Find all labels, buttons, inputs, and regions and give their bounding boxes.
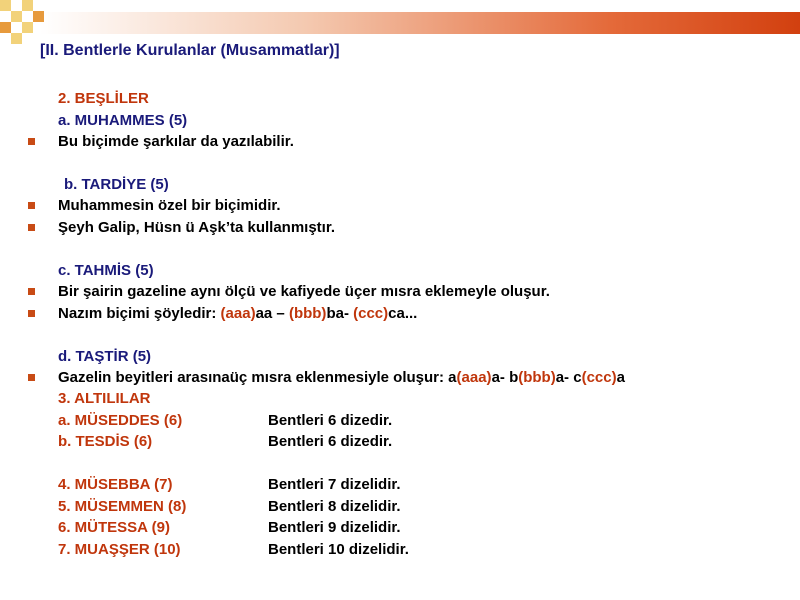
- item-muasser-desc: Bentleri 10 dizelidir.: [268, 541, 409, 558]
- bullet-marker: [28, 202, 35, 209]
- subheading-muhammes: a. MUHAMMES (5): [58, 112, 188, 129]
- section-besliler: 2. BEŞLİLER: [58, 90, 149, 107]
- pattern-text: a: [616, 369, 625, 386]
- item-museddes-desc: Bentleri 6 dizedir.: [268, 412, 393, 429]
- pattern-highlight: (aaa): [220, 305, 256, 322]
- subheading-tahmis: c. TAHMİS (5): [58, 262, 154, 279]
- pattern-text: a- c: [555, 369, 582, 386]
- pattern-text: a- b: [491, 369, 519, 386]
- item-tesdis-desc: Bentleri 6 dizedir.: [268, 433, 393, 450]
- pattern-highlight: (aaa): [456, 369, 492, 386]
- pattern-text: ba-: [326, 305, 354, 322]
- item-mutessa: 6. MÜTESSA (9): [58, 519, 170, 536]
- item-musebba-desc: Bentleri 7 dizelidir.: [268, 476, 401, 493]
- bullet-text: Bu biçimde şarkılar da yazılabilir.: [58, 133, 294, 150]
- bullet-text-pattern: [58, 369, 625, 386]
- bullet-text: Muhammesin özel bir biçimidir.: [58, 197, 281, 214]
- item-mutessa-desc: Bentleri 9 dizelidir.: [268, 519, 401, 536]
- bullet-text: Şeyh Galip, Hüsn ü Aşk’ta kullanmıştır.: [58, 219, 336, 236]
- section-altililar: 3. ALTILILAR: [58, 390, 151, 407]
- corner-checker-decoration: [0, 0, 60, 46]
- bullet-marker: [28, 138, 35, 145]
- bullet-text-pattern: [58, 305, 417, 322]
- pattern-text: Gazelin beyitleri arasınaüç mısra eklenmesiyle oluşur: a: [58, 369, 457, 386]
- bullet-marker: [28, 224, 35, 231]
- bullet-marker: [28, 288, 35, 295]
- pattern-text: Nazım biçimi şöyledir:: [58, 305, 221, 322]
- item-tesdis: b. TESDİS (6): [58, 433, 153, 450]
- item-muasser: 7. MUAŞŞER (10): [58, 541, 181, 558]
- subheading-tastir: d. TAŞTİR (5): [58, 348, 152, 365]
- pattern-text: ca...: [388, 305, 418, 322]
- item-musemmen-desc: Bentleri 8 dizelidir.: [268, 498, 401, 515]
- pattern-text: aa –: [255, 305, 289, 322]
- bullet-text: Bir şairin gazeline aynı ölçü ve kafiyede üçer mısra eklemeyle oluşur.: [58, 283, 550, 300]
- pattern-highlight: (ccc): [353, 305, 389, 322]
- pattern-highlight: (ccc): [581, 369, 617, 386]
- pattern-highlight: (bbb): [288, 305, 327, 322]
- subheading-tardiye: b. TARDİYE (5): [64, 176, 169, 193]
- item-musemmen: 5. MÜSEMMEN (8): [58, 498, 187, 515]
- slide-title: [II. Bentlerle Kurulanlar (Musammatlar)]: [40, 42, 340, 59]
- bullet-marker: [28, 310, 35, 317]
- item-musebba: 4. MÜSEBBA (7): [58, 476, 173, 493]
- pattern-highlight: (bbb): [518, 369, 556, 386]
- bullet-marker: [28, 374, 35, 381]
- header-gradient-bar: [40, 12, 800, 34]
- item-museddes: a. MÜSEDDES (6): [58, 412, 183, 429]
